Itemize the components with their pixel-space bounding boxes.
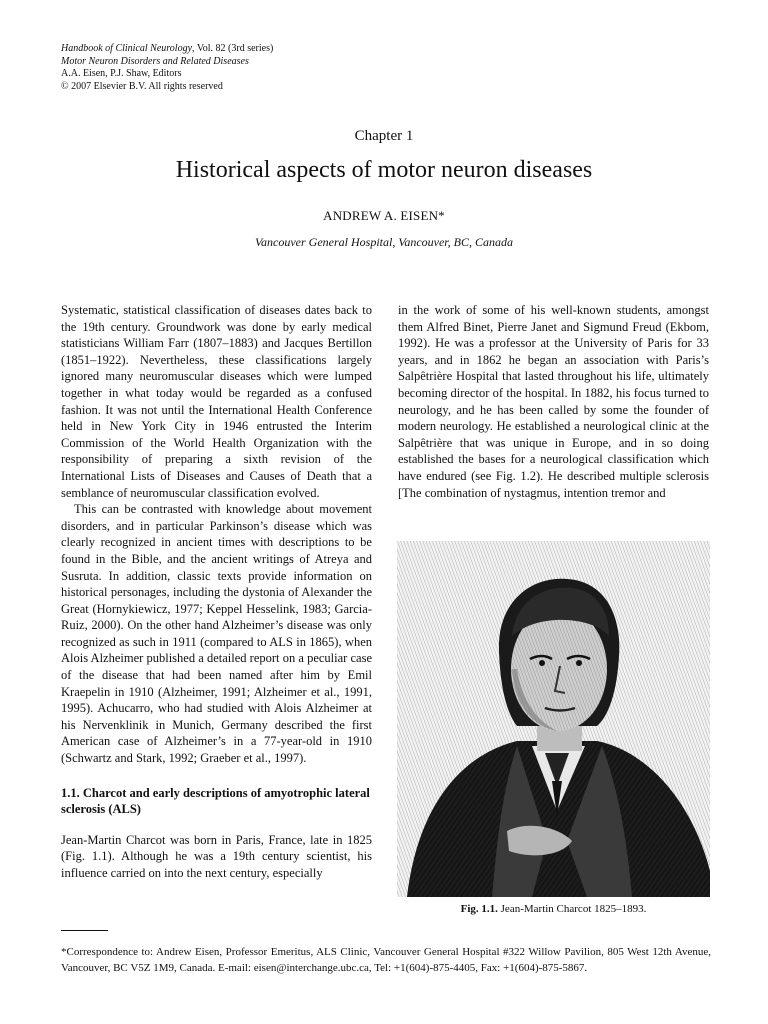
right-column xyxy=(398,302,709,501)
paragraph: Systematic, statistical classification of diseases dates back to the 19th century. Groundwork was done by early medical statisticians William Farr (1807–1883) and Jacques Bertillon (1851–1922). Nevertheless, these classifications largely ignored many neuromuscular diseases which were lumped together in what today would be regarded as a confused fashion. It was not until the International Health Conference held in New York City in 1946 entrusted the Interim Commission of the World Health Organization with the responsibility of preparing a sixth revision of the International Lists of Diseases and Causes of Death that a semblance of neuromuscular classification evolved. xyxy=(61,303,372,500)
figure-caption-text: Jean-Martin Charcot 1825–1893. xyxy=(497,903,647,915)
paragraph: Jean-Martin Charcot was born in Paris, France, late in 1825 (Fig. 1.1). Although he was a 19th century scientist, his influence carried on into the next century, especially xyxy=(61,832,372,880)
footnote-rule xyxy=(61,930,108,931)
chapter-title: Historical aspects of motor neuron diseases xyxy=(175,157,593,183)
figure-caption xyxy=(397,903,710,915)
paragraph: This can be contrasted with knowledge about movement disorders, and in particular Parkinson’s disease which was clearly recognized in ancient times with descriptions to be found in the Bible, and the ancient writings of Atreya and Susruta. In addition, classic texts provide information on historical personages, including the dystonia of Alexander the Great (Hornykiewicz, 1977; Keppel Hesselink, 1983; Garcia-Ruiz, 2000). On the other hand Alzheimer’s disease was only recognized as such in 1911 (compared to ALS in 1865), when Alois Alzheimer published a detailed report on a peculiar case of the disease that had been named after him by Emil Kraepelin in 1910 (Alzheimer, 1991; Alzheimer et al., 1991, 1995). Achucarro, who had studied with Alois Alzheimer at his Nervenklinik in Munich, Germany described the first American case of Alzheimer’s in a 77-year-old in 1910 (Schwartz and Stark, 1992; Graeber et al., 1997). xyxy=(61,502,372,766)
chapter-label: Chapter 1 xyxy=(354,128,414,144)
figure-label: Fig. 1.1. xyxy=(460,903,498,915)
author: ANDREW A. EISEN* xyxy=(323,208,445,223)
journal-name: Handbook of Clinical Neurology xyxy=(61,43,193,54)
affiliation: Vancouver General Hospital, Vancouver, BC, Canada xyxy=(255,235,513,249)
left-column xyxy=(61,302,372,882)
editors: A.A. Eisen, P.J. Shaw, Editors xyxy=(61,68,182,80)
copyright: © 2007 Elsevier B.V. All rights reserved xyxy=(61,80,223,92)
journal-volume: , Vol. 82 (3rd series) xyxy=(192,43,274,54)
portrait-illustration xyxy=(397,541,710,897)
running-header xyxy=(61,43,273,93)
section-heading: 1.1. Charcot and early descriptions of amyotrophic lateral sclerosis (ALS) xyxy=(61,785,370,817)
paragraph: in the work of some of his well-known students, amongst them Alfred Binet, Pierre Janet and Sigmund Freud (Ekbom, 1992). He was a professor at the University of Paris for 33 years, and in 1862 he began an association with Paris’s Salpêtrière Hospital that lasted throughout his life, ultimately becoming director of the hospital. In 1882, his focus turned to neurology, and he has been called by some the founder of modern neurology. He established a neurological clinic at the Salpêtrière that was unique in Europe, and in so doing established the bases for a neurological classification which have endured (see Fig. 1.2). He described multiple sclerosis [The combination of nystagmus, intention tremor and xyxy=(398,303,709,500)
book-title: Motor Neuron Disorders and Related Diseases xyxy=(61,55,249,67)
portrait-engraving xyxy=(397,541,710,897)
footnote: *Correspondence to: Andrew Eisen, Professor Emeritus, ALS Clinic, Vancouver General Hospital #322 Willow Pavilion, 805 West 12th Avenue, Vancouver, BC V5Z 1M9, Canada. E-mail: eisen@interchange.ubc.ca, Tel: +1(604)-875-4405, Fax: +1(604)-875-5867. xyxy=(61,946,711,974)
journal-line xyxy=(61,43,273,56)
